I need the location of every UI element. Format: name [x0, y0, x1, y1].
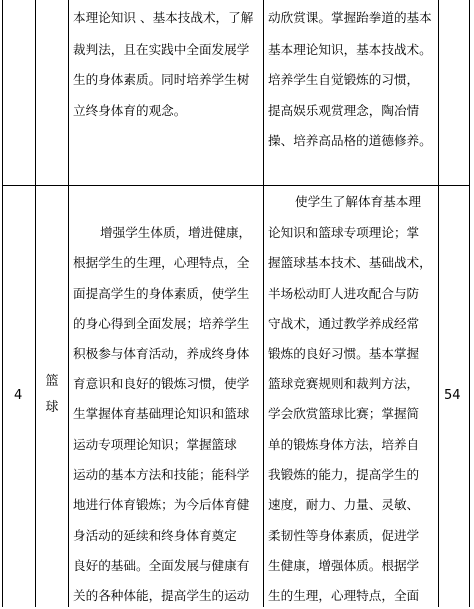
goals-line: 裁判法，且在实践中全面发展学 [73, 42, 250, 57]
goals-line: 地进行体育锻炼；为今后体育健 [73, 497, 250, 512]
column-divider-index [35, 0, 36, 607]
column-divider-course [68, 0, 69, 607]
course-name-char: 篮 [45, 374, 59, 389]
content-line: 基本理论知识，基本技战术。 [268, 42, 432, 57]
content-line: 动欣赏课。掌握跆拳道的基本 [268, 10, 432, 25]
goals-line: 面提高学生的身体素质，使学生 [73, 286, 250, 301]
row-index: 4 [14, 388, 23, 403]
row-divider [2, 185, 470, 186]
class-hours: 54 [444, 388, 461, 403]
goals-line: 生的身体素质。同时培养学生树 [73, 72, 250, 87]
goals-line: 良好的基础。全面发展与健康有 [73, 558, 250, 573]
goals-line: 关的各种体能，提高学生的运动 [73, 588, 250, 603]
goals-line: 身活动的延续和终身体育奠定 [73, 528, 237, 543]
content-line: 握篮球基本技术、基础战术， [268, 255, 432, 270]
content-line: 生的生理，心理特点，全面 [268, 588, 420, 603]
content-line: 学会欣赏篮球比赛；掌握简 [268, 406, 420, 421]
content-line: 使学生了解体育基本理 [295, 194, 421, 209]
content-line: 生健康，增强体质。根据学 [268, 558, 420, 573]
content-line: 我锻炼的能力，提高学生的 [268, 467, 420, 482]
content-line: 半场松动盯人进攻配合与防 [268, 286, 420, 301]
goals-line: 积极参与体育活动，养成终身体 [73, 346, 250, 361]
goals-line: 本理论知识 、基本技战术，了解 [73, 10, 254, 25]
goals-line: 育意识和良好的锻炼习惯，使学 [73, 376, 250, 391]
goals-line: 生掌握体育基础理论知识和篮球 [73, 406, 250, 421]
content-line: 柔韧性等身体素质，促进学 [268, 528, 420, 543]
content-line: 论知识和篮球专项理论；掌 [268, 225, 420, 240]
goals-line: 立终身体育的观念。 [73, 103, 187, 118]
table-border-right [469, 0, 470, 607]
content-line: 锻炼的良好习惯。基本掌握 [268, 346, 420, 361]
column-divider-content [438, 0, 439, 607]
goals-line: 的身心得到全面发展；培养学生 [73, 316, 250, 331]
goals-line: 根据学生的生理，心理特点，全 [73, 255, 250, 270]
content-line: 守战术，通过教学养成经常 [268, 316, 420, 331]
table-border-left [2, 0, 3, 607]
content-line: 单的锻炼身体方法，培养自 [268, 437, 420, 452]
goals-line: 增强学生体质，增进健康， [100, 225, 252, 240]
course-name-char: 球 [45, 400, 59, 415]
content-line: 培养学生自觉锻炼的习惯， [268, 72, 420, 87]
goals-line: 运动专项理论知识；掌握篮球 [73, 437, 237, 452]
course-name [43, 369, 61, 421]
content-line: 篮球竞赛规则和裁判方法， [268, 376, 420, 391]
goals-line: 运动的基本方法和技能；能科学 [73, 467, 250, 482]
content-line: 提高娱乐观赏理念，陶冶情 [268, 103, 420, 118]
content-line: 操、培养高品格的道德修养。 [268, 133, 432, 148]
content-line: 速度，耐力、力量、灵敏、 [268, 497, 420, 512]
column-divider-goals [263, 0, 264, 607]
